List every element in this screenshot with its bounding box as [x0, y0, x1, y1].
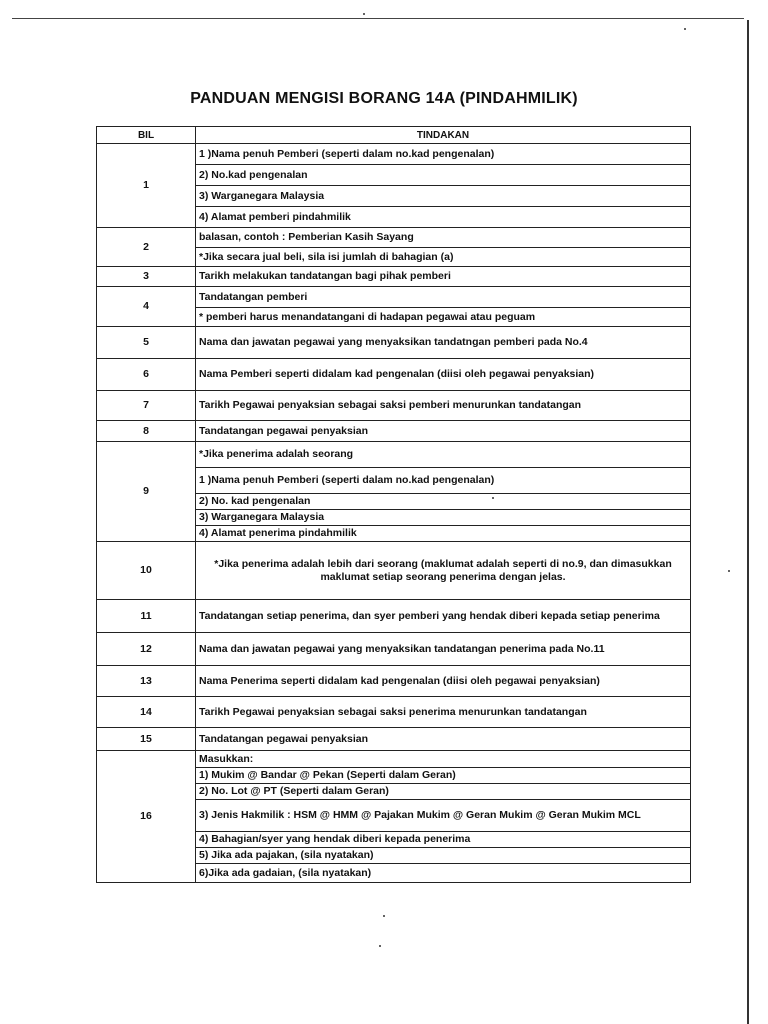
bil-cell: 10: [97, 542, 196, 600]
bil-cell: 1: [97, 144, 196, 228]
tindakan-cell: Tandatangan pemberi: [196, 287, 691, 308]
bil-cell: 3: [97, 267, 196, 287]
bil-cell: 11: [97, 600, 196, 633]
table-row: [97, 359, 691, 391]
bil-cell: 12: [97, 633, 196, 666]
tindakan-cell: 4) Alamat pemberi pindahmilik: [196, 207, 691, 228]
table-row: [97, 751, 691, 768]
tindakan-cell: *Jika secara jual beli, sila isi jumlah di bahagian (a): [196, 248, 691, 267]
tindakan-cell: 5) Jika ada pajakan, (sila nyatakan): [196, 848, 691, 864]
tindakan-cell: 3) Warganegara Malaysia: [196, 510, 691, 526]
tindakan-cell: 4) Alamat penerima pindahmilik: [196, 526, 691, 542]
header-tindakan: TINDAKAN: [196, 127, 691, 144]
bil-cell: 7: [97, 391, 196, 421]
tindakan-cell: Tarikh Pegawai penyaksian sebagai saksi pemberi menurunkan tandatangan: [196, 391, 691, 421]
header-bil: BIL: [97, 127, 196, 144]
bil-cell: 2: [97, 228, 196, 267]
table-header-row: [97, 127, 691, 144]
table-body: [97, 144, 691, 883]
table-row: [97, 391, 691, 421]
table-row: [97, 267, 691, 287]
tindakan-cell: Masukkan:: [196, 751, 691, 768]
table-row: [97, 697, 691, 728]
bil-cell: 5: [97, 327, 196, 359]
tindakan-cell: 1 )Nama penuh Pemberi (seperti dalam no.kad pengenalan): [196, 144, 691, 165]
table-row: [97, 327, 691, 359]
scan-speck: [383, 915, 385, 917]
table-row: [97, 542, 691, 600]
bil-cell: 6: [97, 359, 196, 391]
tindakan-cell: Nama dan jawatan pegawai yang menyaksikan tandatngan pemberi pada No.4: [196, 327, 691, 359]
tindakan-cell: 2) No. Lot @ PT (Seperti dalam Geran): [196, 784, 691, 800]
tindakan-cell: Tarikh melakukan tandatangan bagi pihak pemberi: [196, 267, 691, 287]
table-row: [97, 442, 691, 468]
table-row: [97, 728, 691, 751]
tindakan-cell: Tandatangan pegawai penyaksian: [196, 728, 691, 751]
scan-speck: [379, 945, 381, 947]
tindakan-cell: * pemberi harus menandatangani di hadapan pegawai atau peguam: [196, 308, 691, 327]
table-row: [97, 287, 691, 308]
scan-speck: [728, 570, 730, 572]
guide-table: [96, 126, 691, 883]
bil-cell: 9: [97, 442, 196, 542]
scan-speck: [363, 13, 365, 15]
tindakan-cell: Tarikh Pegawai penyaksian sebagai saksi penerima menurunkan tandatangan: [196, 697, 691, 728]
tindakan-cell: 2) No. kad pengenalan: [196, 494, 691, 510]
tindakan-cell: Nama dan jawatan pegawai yang menyaksikan tandatangan penerima pada No.11: [196, 633, 691, 666]
table-row: [97, 666, 691, 697]
bil-cell: 4: [97, 287, 196, 327]
tindakan-cell: Nama Penerima seperti didalam kad pengenalan (diisi oleh pegawai penyaksian): [196, 666, 691, 697]
bil-cell: 15: [97, 728, 196, 751]
bil-cell: 14: [97, 697, 196, 728]
scan-speck: [684, 28, 686, 30]
table-row: [97, 633, 691, 666]
table-row: [97, 421, 691, 442]
tindakan-cell: 3) Jenis Hakmilik : HSM @ HMM @ Pajakan Mukim @ Geran Mukim @ Geran Mukim MCL: [196, 800, 691, 832]
tindakan-cell: 2) No.kad pengenalan: [196, 165, 691, 186]
tindakan-cell: 6)Jika ada gadaian, (sila nyatakan): [196, 864, 691, 883]
tindakan-cell: balasan, contoh : Pemberian Kasih Sayang: [196, 228, 691, 248]
tindakan-cell: 4) Bahagian/syer yang hendak diberi kepada penerima: [196, 832, 691, 848]
bil-cell: 16: [97, 751, 196, 883]
tindakan-cell: Tandatangan pegawai penyaksian: [196, 421, 691, 442]
table-row: [97, 228, 691, 248]
tindakan-cell: 1 )Nama penuh Pemberi (seperti dalam no.kad pengenalan): [196, 468, 691, 494]
scan-edge-right: [747, 20, 749, 1024]
tindakan-cell: *Jika penerima adalah seorang: [196, 442, 691, 468]
tindakan-cell: Tandatangan setiap penerima, dan syer pemberi yang hendak diberi kepada setiap penerima: [196, 600, 691, 633]
table-row: [97, 600, 691, 633]
tindakan-cell: 1) Mukim @ Bandar @ Pekan (Seperti dalam Geran): [196, 768, 691, 784]
tindakan-cell: 3) Warganegara Malaysia: [196, 186, 691, 207]
tindakan-cell: Nama Pemberi seperti didalam kad pengenalan (diisi oleh pegawai penyaksian): [196, 359, 691, 391]
page-title: PANDUAN MENGISI BORANG 14A (PINDAHMILIK): [190, 90, 578, 107]
bil-cell: 13: [97, 666, 196, 697]
scan-edge-top: [12, 18, 744, 19]
tindakan-cell: *Jika penerima adalah lebih dari seorang (maklumat adalah seperti di no.9, dan dimasukkan maklumat setiap seorang penerima dengan jelas.: [196, 542, 691, 600]
table-row: [97, 144, 691, 165]
bil-cell: 8: [97, 421, 196, 442]
